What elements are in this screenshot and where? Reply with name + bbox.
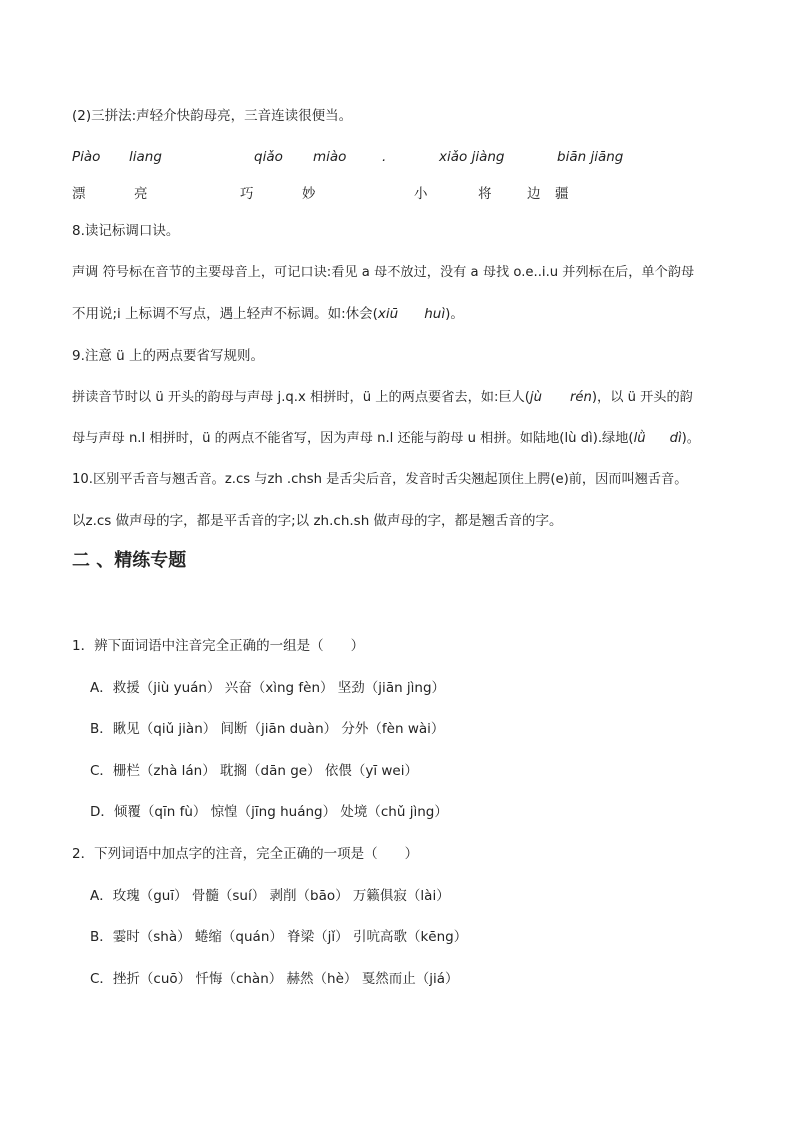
rule9-pinyin-di: dì — [669, 431, 682, 446]
rule10-line1: 10.区别平舌音与翘舌音。z.cs 与zh .chsh 是舌尖后音，发音时舌尖翘起顶住上腭(e)前，因而叫翘舌音。 — [72, 472, 688, 487]
rule9-line1 — [72, 389, 693, 407]
question-1-stem: 1．辨下面词语中注音完全正确的一组是（ ） — [72, 638, 365, 654]
rule9-line2-end: )。 — [681, 431, 700, 446]
rule8-line2-end: )。 — [445, 306, 464, 322]
rule9-pinyin-lu: lǜ — [633, 431, 646, 446]
rule9-pinyin-ren: rén — [569, 390, 592, 405]
question-2-option-c: C．挫折（cuō） 忏悔（chàn） 赫然（hè） 戛然而止（jiá） — [90, 971, 459, 987]
rule8-line2-text: 不用说;i 上标调不写点，遇上轻声不标调。如:休会( — [72, 306, 378, 322]
rule8-pinyin-hui: huì — [424, 306, 446, 322]
pinyin-bianjiang: biān jiāng — [557, 149, 624, 165]
rule9-title: 9.注意 ü 上的两点要省写规则。 — [72, 348, 265, 364]
hanzi-qiao: 巧 — [240, 186, 254, 202]
pinyin-piao: Piào — [72, 149, 101, 165]
hanzi-jiang: 将 — [478, 186, 492, 202]
question-2-option-a: A．玫瑰（guī） 骨髓（suí） 剥削（bāo） 万籁俱寂（lài） — [90, 888, 450, 904]
rule8-line1: 声调 符号标在音节的主要母音上，可记口诀:看见 a 母不放过，没有 a 母找 o.e..i.u 并列标在后，单个韵母 — [72, 265, 695, 280]
hanzi-miao: 妙 — [302, 186, 316, 202]
pinyin-qiao: qiǎo — [254, 149, 283, 165]
question-2-option-b: B．霎时（shà） 蜷缩（quán） 脊梁（jǐ） 引吭高歌（kēng） — [90, 929, 468, 945]
pinyin-miao: miào — [313, 149, 347, 165]
question-2-stem: 2．下列词语中加点字的注音，完全正确的一项是（ ） — [72, 846, 419, 862]
hanzi-bian: 边 — [527, 186, 541, 202]
rule8-pinyin-xiu: xiū — [377, 306, 399, 322]
question-1-option-c: C．栅栏（zhà lán） 耽搁（dān ge） 依偎（yī wei） — [90, 763, 418, 779]
rule8-title: 8.读记标调口诀。 — [72, 223, 180, 239]
rule8-line2 — [72, 305, 464, 323]
question-1-option-a: A．救援（jiù yuán） 兴奋（xìng fèn） 坚劲（jiān jìng） — [90, 680, 446, 696]
question-1-option-b: B．瞅见（qiǔ jiàn） 间断（jiān duàn） 分外（fèn wài） — [90, 721, 445, 737]
rule9-line1-text: 拼读音节时以 ü 开头的韵母与声母 j.q.x 相拼时，ü 上的两点要省去，如:巨人( — [72, 390, 530, 405]
pinyin-xiaojiang: xiǎo jiàng — [439, 149, 505, 165]
rule9-line2 — [72, 430, 700, 448]
hanzi-jiang2: 疆 — [555, 186, 569, 202]
rule9-line1-end: )，以 ü 开头的韵 — [591, 390, 693, 405]
rule9-pinyin-ju: jù — [529, 390, 542, 405]
question-1-option-d: D．倾覆（qīn fù） 惊惶（jīng huáng） 处境（chǔ jìng） — [90, 804, 448, 820]
hanzi-xiao: 小 — [414, 186, 428, 202]
rule9-line2-text: 母与声母 n.l 相拼时，ü 的两点不能省写，因为声母 n.l 还能与韵母 u 相拼。如陆地(lù dì).绿地( — [72, 431, 634, 446]
pinyin-liang: liang — [129, 149, 162, 165]
pinyin-dot: . — [382, 149, 387, 165]
hanzi-liang: 亮 — [134, 186, 148, 202]
rule10-line2: 以z.cs 做声母的字，都是平舌音的字;以 zh.ch.sh 做声母的字，都是翘舌音的字。 — [72, 513, 563, 529]
section-heading: 二 、精练专题 — [72, 550, 187, 571]
hanzi-piao: 漂 — [72, 186, 86, 202]
rule7-text: (2)三拼法:声轻介快韵母亮，三音连读很便当。 — [72, 108, 353, 124]
